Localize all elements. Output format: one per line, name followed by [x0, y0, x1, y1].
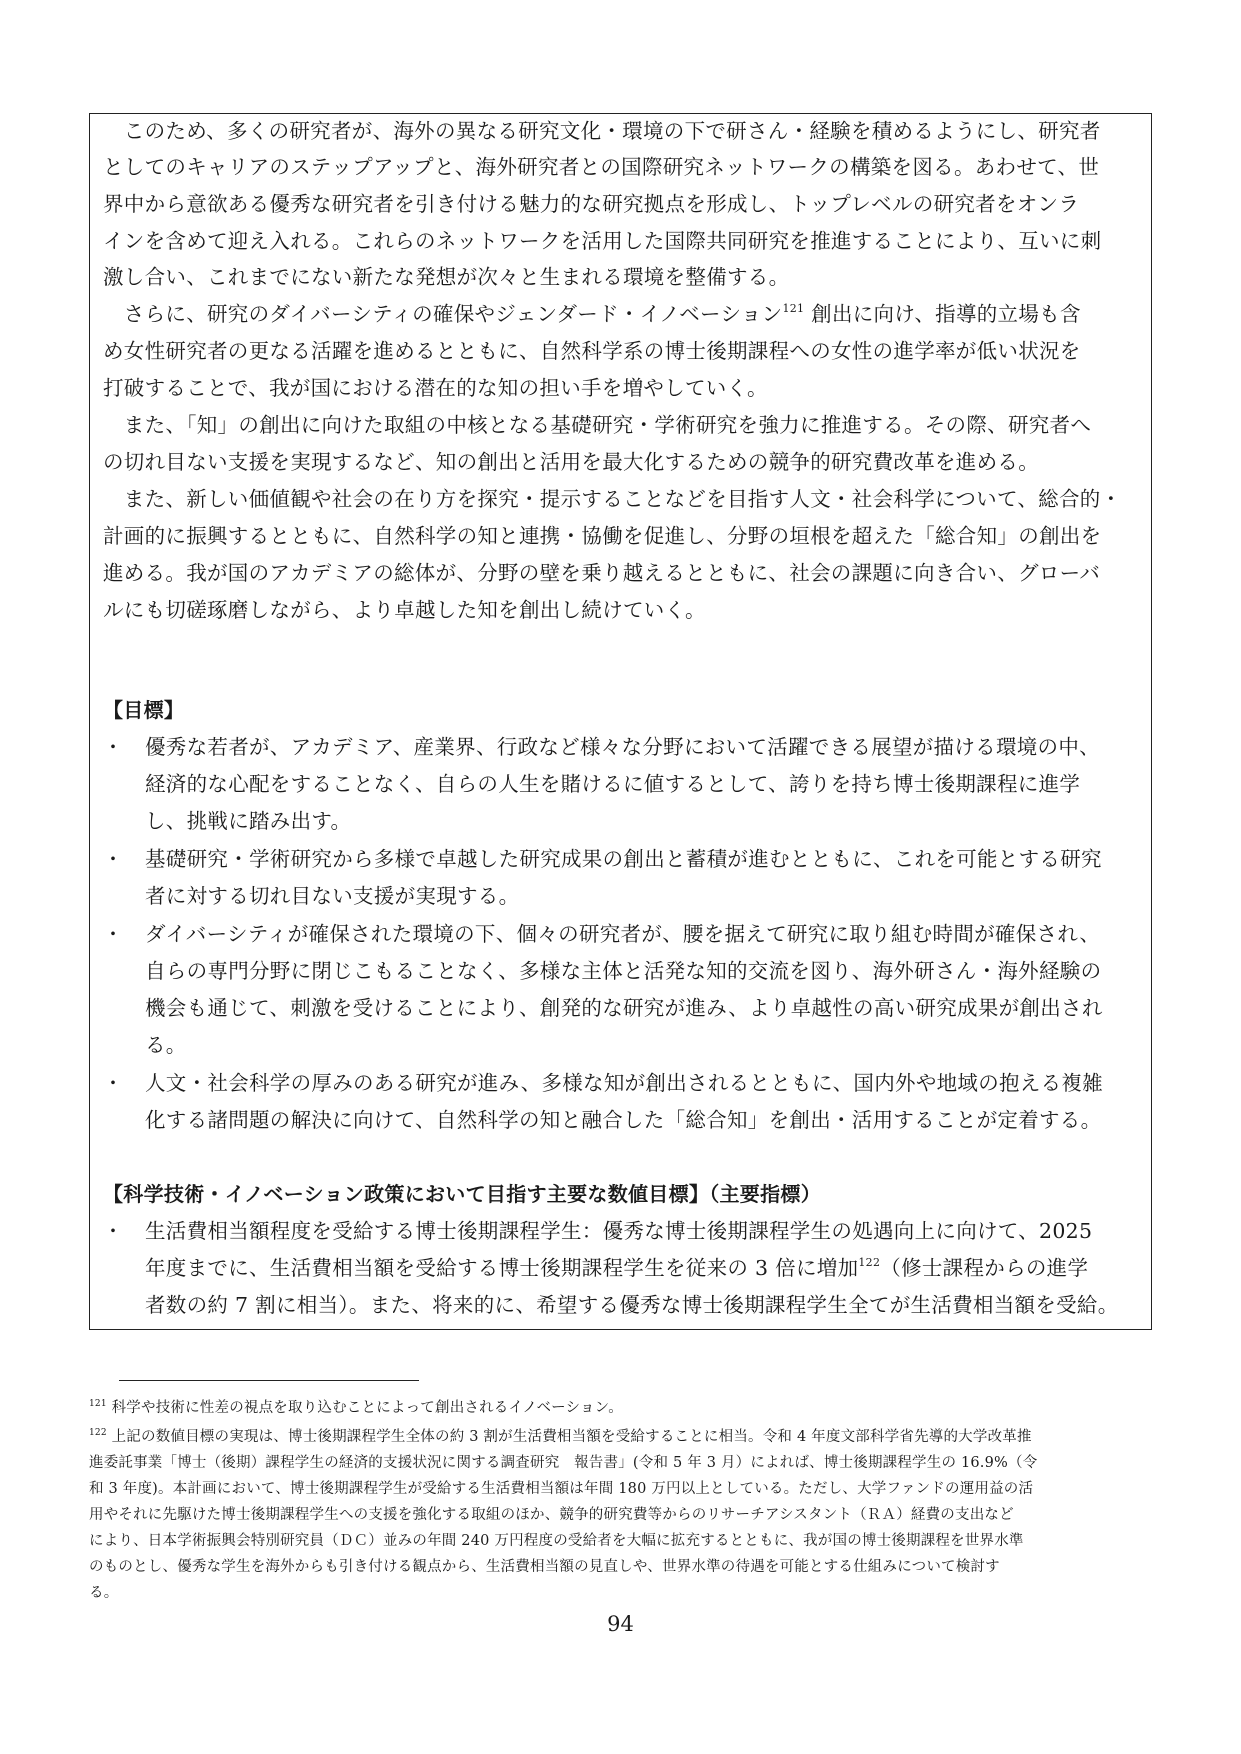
- footnote-122-line-6: のものとし、優秀な学生を海外からも引き付ける観点から、生活費相当額の見直しや、世界水準の待遇を可能とする仕組みについて検討す: [89, 1559, 1000, 1575]
- goal-1-line-3: し、挑戦に踏み出す。: [145, 809, 352, 833]
- footnote-121-text: 科学や技術に性差の視点を取り込むことによって創出されるイノベーション。: [111, 1400, 623, 1416]
- indicator-text-b: （修士課程からの進学: [880, 1256, 1089, 1280]
- paragraph-2-line-2: め女性研究者の更なる活躍を進めるとともに、自然科学系の博士後期課程への女性の進学率が低い状況を: [103, 339, 1081, 363]
- footnote-ref-122[interactable]: 122: [858, 1256, 881, 1269]
- footnote-122-line-3: 和 3 年度)。本計画において、博士後期課程学生が受給する生活費相当額は年間 180 万円以上としている。ただし、大学ファンドの運用益の活: [89, 1481, 1034, 1497]
- paragraph-4-line-1: また、新しい価値観や社会の在り方を探究・提示することなどを目指す人文・社会科学について、総合的・: [103, 487, 1122, 511]
- goal-3-line-2: 自らの専門分野に閉じこもることなく、多様な主体と活発な知的交流を図り、海外研さん・海外経験の: [145, 959, 1102, 983]
- paragraph-2-line-1: [103, 296, 1081, 332]
- goal-4-line-2: 化する諸問題の解決に向けて、自然科学の知と融合した「総合知」を創出・活用することが定着する。: [145, 1108, 1102, 1132]
- paragraph-4-line-4: ルにも切磋琢磨しながら、より卓越した知を創出し続けていく。: [103, 598, 706, 622]
- footnote-121-number: 121: [89, 1399, 107, 1409]
- paragraph-3-line-1: また、「知」の創出に向けた取組の中核となる基礎研究・学術研究を強力に推進する。その際、研究者へ: [103, 413, 1092, 437]
- footnote-122-text: 上記の数値目標の実現は、博士後期課程学生全体の約 3 割が生活費相当額を受給することに相当。令和 4 年度文部科学省先導的大学改革推: [111, 1429, 1032, 1445]
- footnote-122-line-7: る。: [89, 1585, 119, 1601]
- paragraph-1-line-4: インを含めて迎え入れる。これらのネットワークを活用した国際共同研究を推進することにより、互いに刺: [103, 229, 1102, 253]
- footnote-separator: [119, 1380, 419, 1381]
- indicators-heading: 【科学技術・イノベーション政策において目指す主要な数値目標】（主要指標）: [103, 1182, 821, 1206]
- indicator-text-a: 年度までに、生活費相当額を受給する博士後期課程学生を従来の 3 倍に増加: [145, 1256, 859, 1280]
- goal-3-line-3: 機会も通じて、刺激を受けることにより、創発的な研究が進み、より卓越性の高い研究成果が創出され: [145, 996, 1103, 1020]
- footnote-122-line-1: [89, 1425, 1032, 1450]
- footnote-121: [89, 1396, 623, 1421]
- goal-1-bullet: ・: [103, 735, 123, 759]
- goal-1-line-2: 経済的な心配をすることなく、自らの人生を賭けるに値するとして、誇りを持ち博士後期課程に進学: [145, 772, 1081, 796]
- goal-3-line-1: ダイバーシティが確保された環境の下、個々の研究者が、腰を据えて研究に取り組む時間が確保され、: [145, 922, 1101, 946]
- goal-3-line-4: る。: [145, 1033, 187, 1057]
- footnote-122-line-2: 進委託事業「博士（後期）課程学生の経済的支援状況に関する調査研究 報告書」(令和 5 年 3 月）によれば、博士後期課程学生の 16.9%（令: [89, 1455, 1038, 1471]
- footnote-ref-121[interactable]: 121: [782, 302, 805, 315]
- indicator-bullet: ・: [103, 1219, 123, 1243]
- paragraph-2-text-a: さらに、研究のダイバーシティの確保やジェンダード・イノベーション: [103, 302, 783, 326]
- goal-4-bullet: ・: [103, 1071, 123, 1095]
- indicator-line-3: 者数の約 7 割に相当）。また、将来的に、希望する優秀な博士後期課程学生全てが生活費相当額を受給。: [145, 1293, 1119, 1317]
- paragraph-4-line-3: 進める。我が国のアカデミアの総体が、分野の壁を乗り越えるとともに、社会の課題に向き合い、グローバ: [103, 561, 1101, 585]
- footnote-122-number: 122: [89, 1428, 107, 1438]
- paragraph-1-line-3: 界中から意欲ある優秀な研究者を引き付ける魅力的な研究拠点を形成し、トップレベルの研究者をオンラ: [103, 192, 1080, 216]
- goal-2-bullet: ・: [103, 847, 123, 871]
- goal-1-line-1: 優秀な若者が、アカデミア、産業界、行政など様々な分野において活躍できる展望が描ける環境の中、: [145, 735, 1100, 759]
- goal-2-line-1: 基礎研究・学術研究から多様で卓越した研究成果の創出と蓄積が進むとともに、これを可能とする研究: [145, 847, 1102, 871]
- paragraph-3-line-2: の切れ目ない支援を実現するなど、知の創出と活用を最大化するための競争的研究費改革を進める。: [103, 450, 1039, 474]
- goal-3-bullet: ・: [103, 922, 123, 946]
- goals-heading: 【目標】: [103, 698, 185, 722]
- indicator-line-2: [145, 1250, 1088, 1286]
- paragraph-2-text-b: 創出に向け、指導的立場も含: [804, 302, 1081, 326]
- paragraph-1-line-2: としてのキャリアのステップアップと、海外研究者との国際研究ネットワークの構築を図る。あわせて、世: [103, 155, 1100, 179]
- paragraph-1-line-1: このため、多くの研究者が、海外の異なる研究文化・環境の下で研さん・経験を積めるようにし、研究者: [103, 119, 1101, 143]
- footnote-122-line-5: により、日本学術振興会特別研究員（ＤＣ）並みの年間 240 万円程度の受給者を大幅に拡充するとともに、我が国の博士後期課程を世界水準: [89, 1533, 1024, 1549]
- goal-4-line-1: 人文・社会科学の厚みのある研究が進み、多様な知が創出されるとともに、国内外や地域の抱える複雑: [145, 1071, 1104, 1095]
- paragraph-4-line-2: 計画的に振興するとともに、自然科学の知と連携・協働を促進し、分野の垣根を超えた「総合知」の創出を: [103, 524, 1102, 548]
- paragraph-2-line-3: 打破することで、我が国における潜在的な知の担い手を増やしていく。: [103, 376, 768, 400]
- footnote-122-line-4: 用やそれに先駆けた博士後期課程学生への支援を強化する取組のほか、競争的研究費等からのリサーチアシスタント（ＲＡ）経費の支出など: [89, 1507, 1014, 1523]
- indicator-line-1: 生活費相当額程度を受給する博士後期課程学生：優秀な博士後期課程学生の処遇向上に向けて、2025: [145, 1219, 1093, 1243]
- goal-2-line-2: 者に対する切れ目ない支援が実現する。: [145, 884, 520, 908]
- paragraph-1-line-5: 激し合い、これまでにない新たな発想が次々と生まれる環境を整備する。: [103, 265, 790, 289]
- page-number: 94: [607, 1612, 634, 1636]
